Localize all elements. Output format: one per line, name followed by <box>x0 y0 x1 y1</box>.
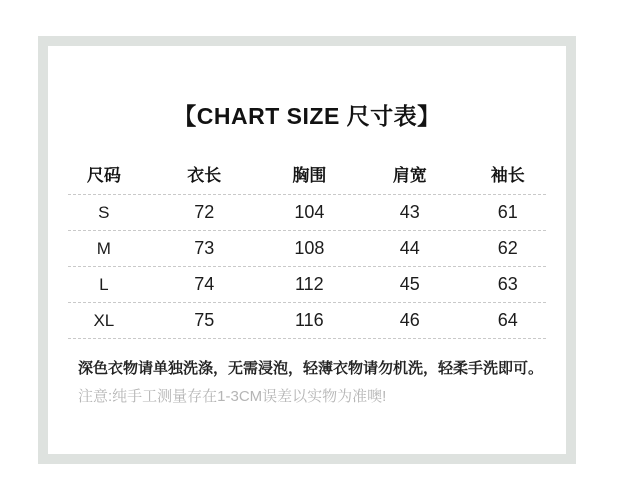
cell-chest: 108 <box>294 238 325 258</box>
cell-length: 74 <box>194 274 215 294</box>
cell-size: S <box>98 202 110 222</box>
table-row-s <box>68 195 546 231</box>
size-chart-frame <box>38 36 576 464</box>
header-cell-shoulder: 肩宽 <box>392 166 427 185</box>
table-row-m <box>68 231 546 267</box>
table-header-row <box>68 153 546 195</box>
cell-sleeve: 61 <box>497 202 518 222</box>
cell-sleeve: 63 <box>497 274 518 294</box>
table-row-l <box>68 267 546 303</box>
header-cell-chest: 胸围 <box>292 166 327 185</box>
cell-sleeve: 62 <box>497 238 518 258</box>
cell-shoulder: 44 <box>399 238 420 258</box>
cell-chest: 116 <box>295 310 324 330</box>
size-table <box>68 153 546 339</box>
cell-sleeve: 64 <box>497 310 518 330</box>
header-cell-sleeve: 袖长 <box>490 166 525 185</box>
cell-size: L <box>99 274 109 294</box>
size-chart-card <box>48 46 566 454</box>
header-cell-size: 尺码 <box>86 166 121 185</box>
cell-length: 75 <box>194 310 215 330</box>
cell-shoulder: 43 <box>399 202 420 222</box>
cell-length: 72 <box>194 202 215 222</box>
header-cell-length: 衣长 <box>187 166 222 185</box>
care-instructions-note: 深色衣物请单独洗涤，无需浸泡，轻薄衣物请勿机洗，轻柔手洗即可。 <box>78 360 544 377</box>
measurement-disclaimer-note: 注意:纯手工测量存在1-3CM误差以实物为准噢! <box>78 388 387 405</box>
cell-size: M <box>96 238 111 258</box>
cell-chest: 112 <box>295 274 324 294</box>
chart-title: 【CHART SIZE 尺寸表】 <box>173 103 441 129</box>
cell-length: 73 <box>194 238 215 258</box>
cell-shoulder: 45 <box>399 274 420 294</box>
table-row-xl <box>68 303 546 339</box>
notes-section <box>68 358 546 407</box>
cell-size: XL <box>93 310 115 330</box>
cell-chest: 104 <box>294 202 325 222</box>
cell-shoulder: 46 <box>399 310 420 330</box>
